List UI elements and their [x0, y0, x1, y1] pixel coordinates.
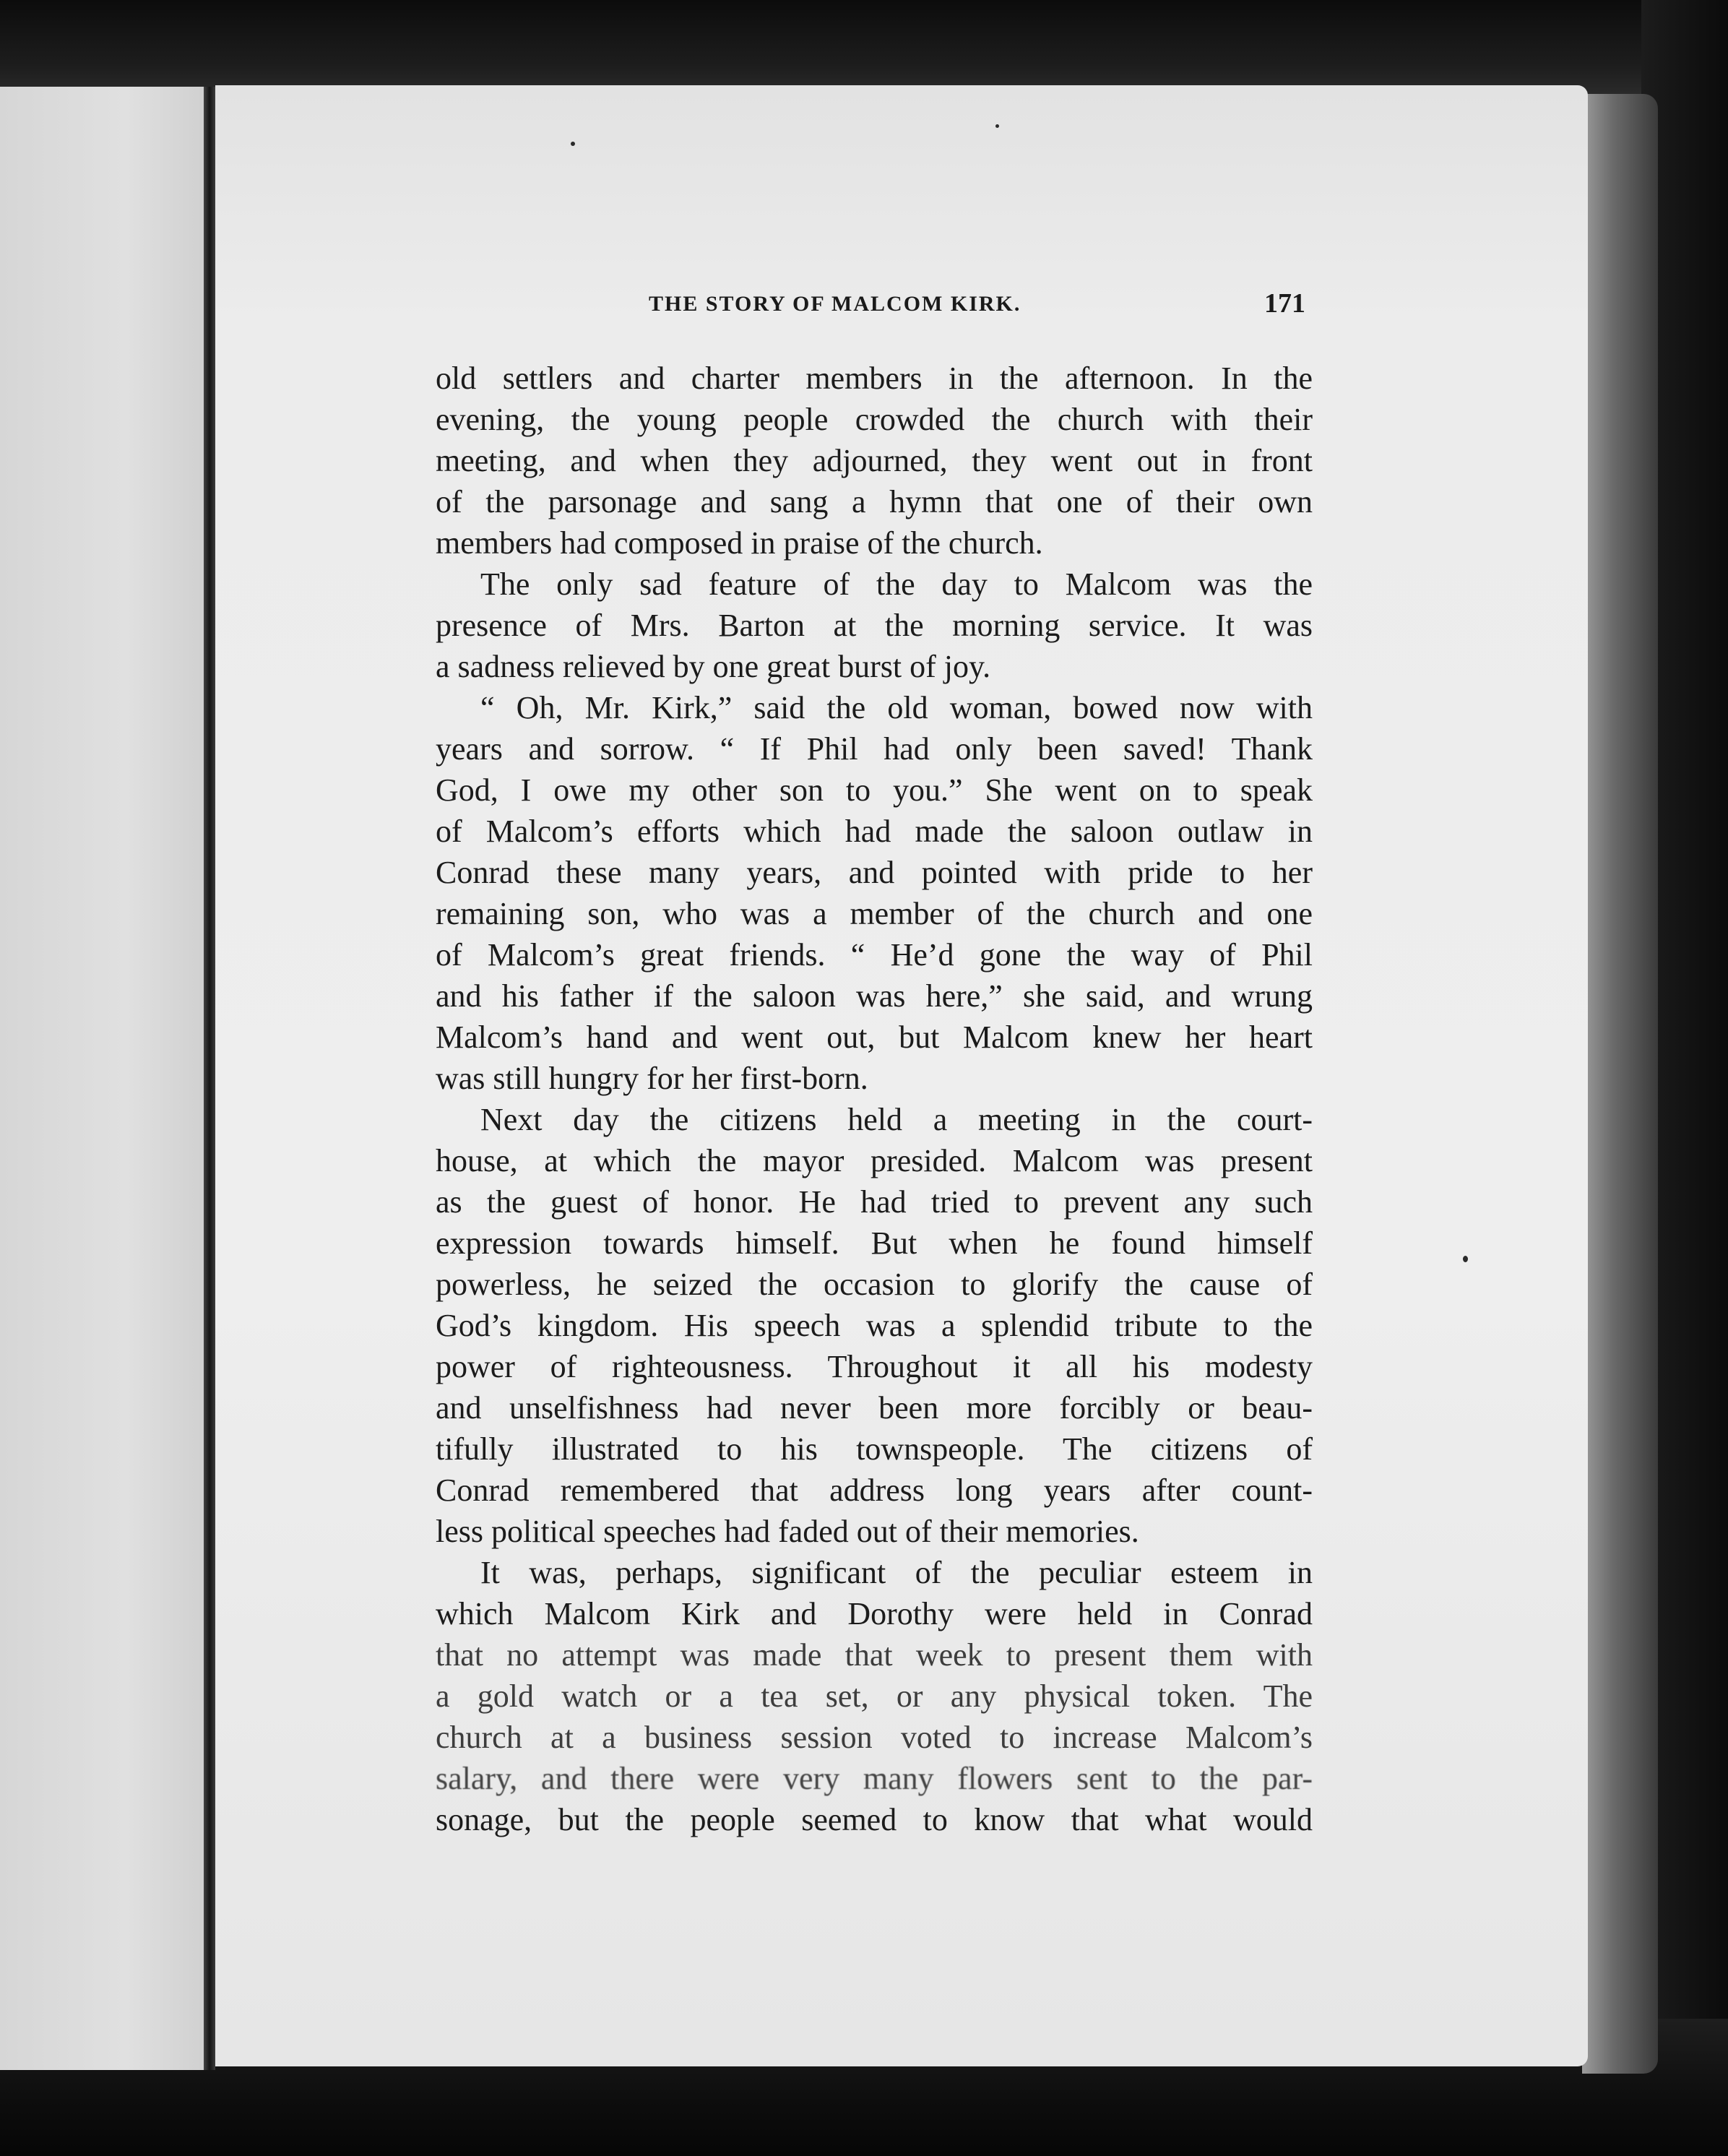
- scan-top-border: [0, 0, 1728, 94]
- text-line: and his father if the saloon was here,” she said, and wrung: [436, 978, 1313, 1014]
- text-line: of the parsonage and sang a hymn that one of their own: [436, 484, 1313, 519]
- text-line: powerless, he seized the occasion to glorify the cause of: [436, 1267, 1313, 1302]
- running-title: THE STORY OF MALCOM KIRK.: [649, 292, 1021, 316]
- text-line: of Malcom’s great friends. “ He’d gone the way of Phil: [436, 937, 1313, 973]
- page-number: 171: [1264, 288, 1305, 319]
- text-line: members had composed in praise of the church.: [436, 525, 1043, 561]
- body-text: [436, 358, 1313, 1840]
- book-spine: [204, 87, 215, 2070]
- dust-speck: [571, 142, 575, 146]
- text-line: God, I owe my other son to you.” She went on to speak: [436, 772, 1313, 808]
- text-line: church at a business session voted to increase Malcom’s: [436, 1720, 1313, 1755]
- text-line: as the guest of honor. He had tried to prevent any such: [436, 1184, 1313, 1220]
- text-line: of Malcom’s efforts which had made the saloon outlaw in: [436, 814, 1313, 849]
- text-line: Conrad these many years, and pointed with pride to her: [436, 855, 1313, 890]
- text-line: a gold watch or a tea set, or any physical token. The: [436, 1678, 1313, 1714]
- text-line: which Malcom Kirk and Dorothy were held in Conrad: [436, 1596, 1313, 1631]
- page-stack-edge: [1582, 94, 1658, 2074]
- text-line: old settlers and charter members in the afternoon. In the: [436, 361, 1313, 396]
- text-line: meeting, and when they adjourned, they went out in front: [436, 443, 1313, 478]
- dust-speck: [995, 124, 999, 128]
- text-line: years and sorrow. “ If Phil had only been saved! Thank: [436, 731, 1313, 767]
- text-line: remaining son, who was a member of the church and one: [436, 896, 1313, 931]
- text-line: power of righteousness. Throughout it all his modesty: [436, 1349, 1313, 1384]
- text-line: house, at which the mayor presided. Malcom was present: [436, 1143, 1313, 1178]
- text-line: a sadness relieved by one great burst of joy.: [436, 649, 991, 684]
- text-line: salary, and there were very many flowers sent to the par-: [436, 1761, 1313, 1796]
- text-line: presence of Mrs. Barton at the morning service. It was: [436, 608, 1313, 643]
- dust-speck: [1463, 1256, 1468, 1262]
- text-line: Conrad remembered that address long years after count-: [436, 1472, 1313, 1508]
- text-line: and unselfishness had never been more forcibly or beau-: [436, 1390, 1313, 1426]
- text-line: sonage, but the people seemed to know that what would: [436, 1802, 1313, 1837]
- text-line: It was, perhaps, significant of the peculiar esteem in: [480, 1555, 1313, 1590]
- text-line: that no attempt was made that week to present them with: [436, 1637, 1313, 1673]
- text-line: expression towards himself. But when he found himself: [436, 1225, 1313, 1261]
- text-line: evening, the young people crowded the church with their: [436, 402, 1313, 437]
- text-line: was still hungry for her first-born.: [436, 1061, 868, 1096]
- text-line: Next day the citizens held a meeting in the court-: [480, 1102, 1313, 1137]
- text-line: less political speeches had faded out of their memories.: [436, 1514, 1139, 1549]
- text-line: Malcom’s hand and went out, but Malcom knew her heart: [436, 1019, 1313, 1055]
- text-line: tifully illustrated to his townspeople. The citizens of: [436, 1431, 1313, 1467]
- text-line: “ Oh, Mr. Kirk,” said the old woman, bowed now with: [480, 690, 1313, 725]
- text-line: God’s kingdom. His speech was a splendid tribute to the: [436, 1308, 1313, 1343]
- text-line: The only sad feature of the day to Malcom was the: [480, 566, 1313, 602]
- facing-page-edge: [0, 87, 211, 2070]
